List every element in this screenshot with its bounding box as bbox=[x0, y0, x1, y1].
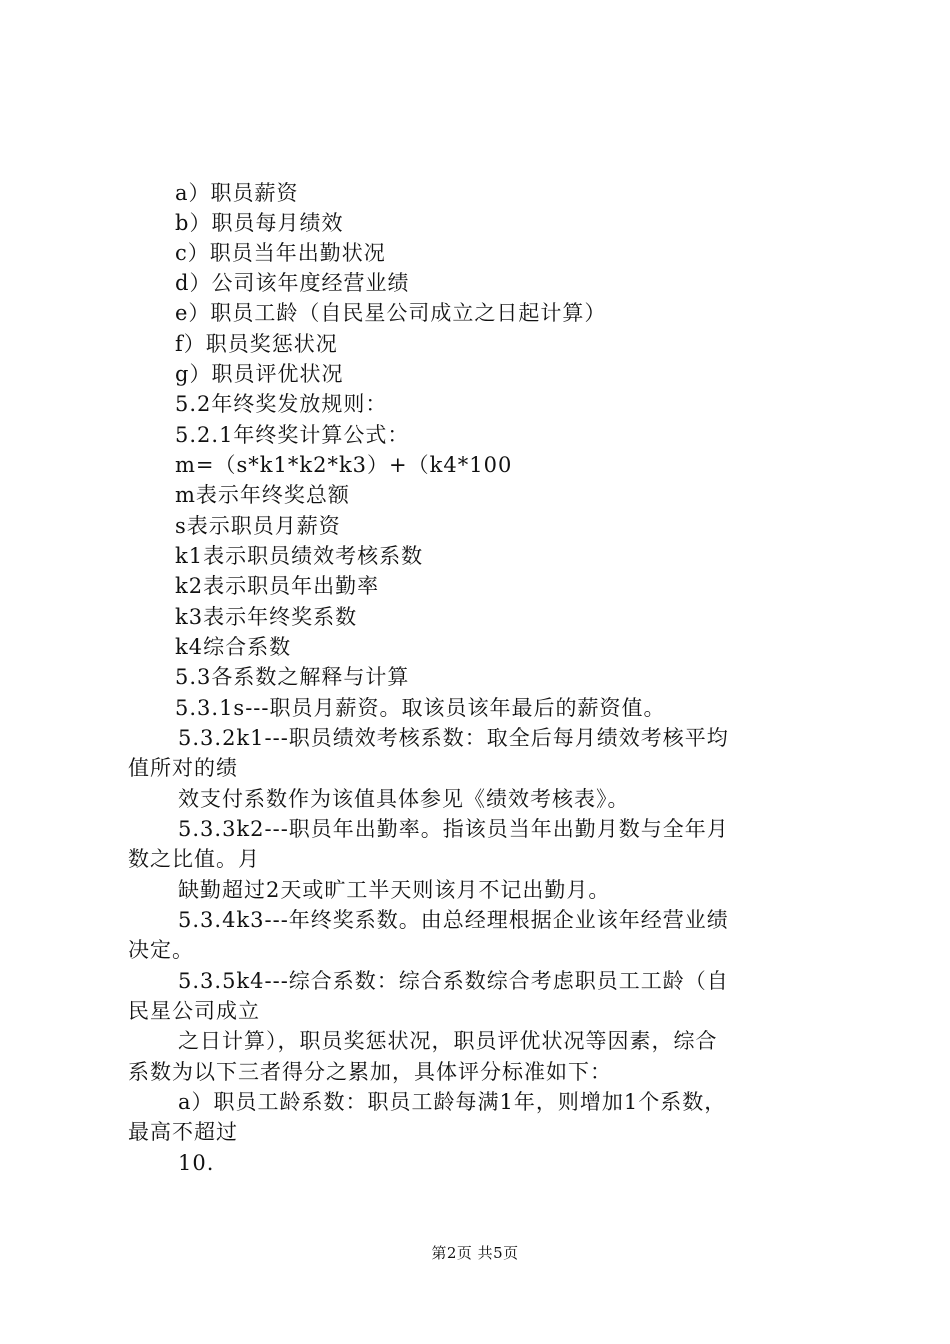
paragraph-line: a）职员工龄系数：职员工龄每满1年，则增加1个系数， bbox=[178, 1090, 727, 1114]
paragraph-line: 效支付系数作为该值具体参见《绩效考核表》。 bbox=[178, 787, 630, 811]
paragraph-line: 缺勤超过2天或旷工半天则该月不记出勤月。 bbox=[178, 878, 611, 902]
text-line: k3表示年终奖系数 bbox=[175, 605, 358, 629]
text-line: k4综合系数 bbox=[175, 635, 292, 659]
paragraph-line: 最高不超过 bbox=[128, 1120, 238, 1144]
text-line: a）职员薪资 bbox=[175, 181, 299, 205]
text-line: c）职员当年出勤状况 bbox=[175, 241, 386, 265]
paragraph-line: 民星公司成立 bbox=[128, 999, 260, 1023]
paragraph-line: 5.3.2k1---职员绩效考核系数：取全后每月绩效考核平均 bbox=[178, 726, 729, 750]
text-line: k1表示职员绩效考核系数 bbox=[175, 544, 424, 568]
paragraph-line: 之日计算），职员奖惩状况，职员评优状况等因素，综合 bbox=[178, 1029, 718, 1053]
section-heading: 5.2.1年终奖计算公式： bbox=[175, 423, 410, 447]
paragraph-line: 5.3.1s---职员月薪资。取该员该年最后的薪资值。 bbox=[175, 696, 666, 720]
paragraph-line: 10. bbox=[178, 1151, 215, 1175]
formula-line: m=（s*k1*k2*k3）+（k4*100 bbox=[175, 453, 513, 477]
section-heading: 5.3各系数之解释与计算 bbox=[175, 665, 410, 689]
text-line: b）职员每月绩效 bbox=[175, 211, 344, 235]
text-line: s表示职员月薪资 bbox=[175, 514, 341, 538]
paragraph-line: 系数为以下三者得分之累加，具体评分标准如下： bbox=[128, 1060, 612, 1084]
text-line: k2表示职员年出勤率 bbox=[175, 574, 380, 598]
paragraph-line: 值所对的绩 bbox=[128, 756, 238, 780]
text-line: e）职员工龄（自民星公司成立之日起计算） bbox=[175, 301, 607, 325]
paragraph-line: 5.3.3k2---职员年出勤率。指该员当年出勤月数与全年月 bbox=[178, 817, 729, 841]
paragraph-line: 5.3.5k4---综合系数：综合系数综合考虑职员工工龄（自 bbox=[178, 969, 729, 993]
text-line: d）公司该年度经营业绩 bbox=[175, 271, 410, 295]
paragraph-line: 5.3.4k3---年终奖系数。由总经理根据企业该年经营业绩 bbox=[178, 908, 729, 932]
text-line: f）职员奖惩状况 bbox=[175, 332, 338, 356]
page-footer: 第2页 共5页 bbox=[431, 1244, 519, 1262]
paragraph-line: 决定。 bbox=[128, 938, 194, 962]
section-heading: 5.2年终奖发放规则： bbox=[175, 392, 388, 416]
text-line: g）职员评优状况 bbox=[175, 362, 344, 386]
text-line: m表示年终奖总额 bbox=[175, 483, 350, 507]
paragraph-line: 数之比值。月 bbox=[128, 847, 260, 871]
